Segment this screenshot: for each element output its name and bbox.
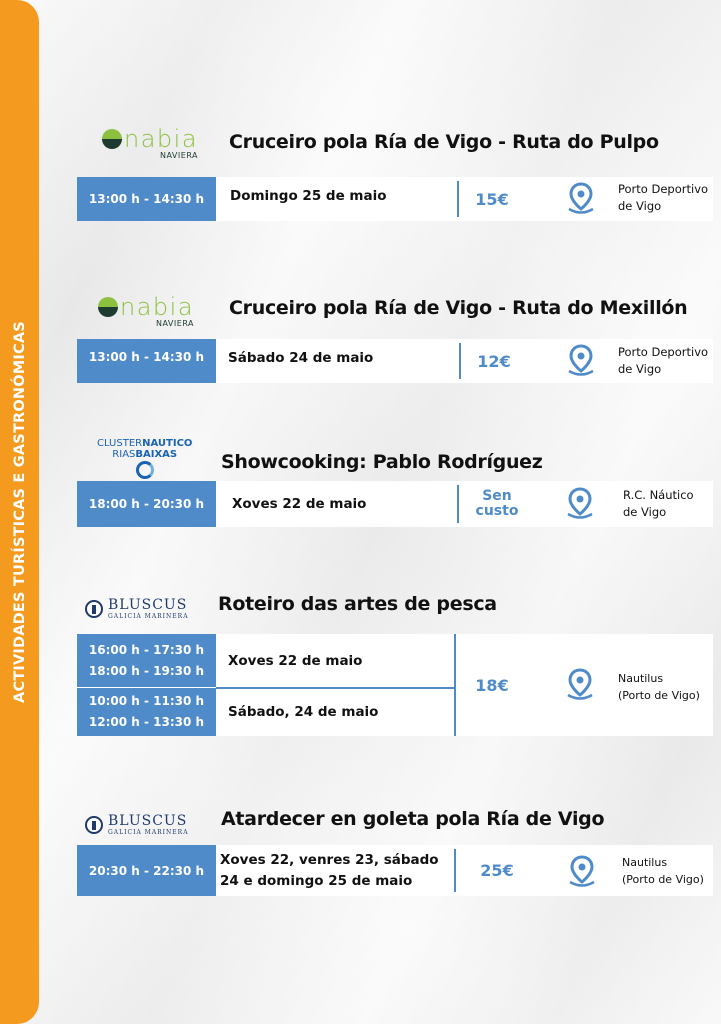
- lighthouse-icon: [85, 600, 103, 618]
- event-row: [77, 177, 713, 221]
- event-price: 12€: [477, 351, 511, 371]
- event-place: R.C. Náutico de Vigo: [623, 488, 694, 519]
- map-pin-icon: [566, 182, 596, 214]
- event-date: Domingo 25 de maio: [230, 188, 387, 204]
- cluster-wave-icon: [136, 461, 154, 479]
- event-place: Nautilus (Porto de Vigo): [622, 856, 704, 886]
- map-pin-icon: [565, 487, 595, 519]
- event-price: Sen custo: [475, 488, 519, 519]
- event-time: 10:00 h - 11:30 h 12:00 h - 13:30 h: [77, 688, 216, 736]
- lighthouse-icon: [85, 816, 103, 834]
- event-title: Cruceiro pola Ría de Vigo - Ruta do Pulpo: [229, 131, 659, 153]
- bluscus-logo: BLUSCUS GALICIA MARINERA: [85, 814, 189, 836]
- bluscus-logo: BLUSCUS GALICIA MARINERA: [85, 598, 189, 620]
- map-pin-icon: [565, 668, 595, 700]
- event-time: 13:00 h - 14:30 h: [77, 177, 216, 221]
- event-row: [77, 481, 713, 527]
- event-date: Sábado 24 de maio: [228, 350, 374, 366]
- nabia-logo-mark-icon: [98, 297, 118, 317]
- event-title: Atardecer en goleta pola Ría de Vigo: [221, 808, 605, 830]
- divider: [457, 485, 459, 523]
- event-date: Xoves 22, venres 23, sábado 24 e domingo 25 de maio: [220, 851, 439, 889]
- nabia-logo: nabia NAVIERA: [102, 128, 198, 160]
- nabia-logo-mark-icon: [102, 129, 122, 149]
- event-time: 16:00 h - 17:30 h 18:00 h - 19:30 h: [77, 634, 216, 687]
- event-row: [77, 845, 713, 896]
- event-time: 18:00 h - 20:30 h: [77, 481, 216, 527]
- event-time: 13:00 h - 14:30 h: [77, 339, 216, 383]
- nabia-logo: nabia NAVIERA: [98, 296, 194, 328]
- event-price: 18€: [475, 675, 509, 695]
- event-title: Showcooking: Pablo Rodríguez: [221, 451, 543, 473]
- event-place: Porto Deportivo de Vigo: [618, 345, 709, 376]
- sidebar-title: ACTIVIDADES TURÍSTICAS E GASTRONÓMICAS: [12, 321, 28, 703]
- event-price: 25€: [480, 861, 514, 880]
- event-place: Porto Deportivo de Vigo: [618, 182, 709, 213]
- event-row: [77, 634, 713, 736]
- map-pin-icon: [566, 344, 596, 376]
- event-row: [77, 339, 713, 383]
- event-place: Nautilus (Porto de Vigo): [618, 672, 700, 702]
- event-title: Cruceiro pola Ría de Vigo - Ruta do Mexillón: [229, 297, 688, 319]
- event-date: Xoves 22 de maio: [232, 496, 367, 512]
- event-time: 20:30 h - 22:30 h: [77, 845, 216, 896]
- cluster-nautico-logo: CLUSTERNAUTICO RIASBAIXAS: [97, 438, 192, 479]
- map-pin-icon: [567, 855, 597, 887]
- event-price: 15€: [475, 189, 509, 209]
- divider: [454, 634, 456, 736]
- event-date: Xoves 22 de maio: [228, 653, 363, 669]
- divider: [454, 849, 456, 892]
- event-title: Roteiro das artes de pesca: [218, 593, 497, 615]
- event-date: Sábado, 24 de maio: [228, 704, 379, 720]
